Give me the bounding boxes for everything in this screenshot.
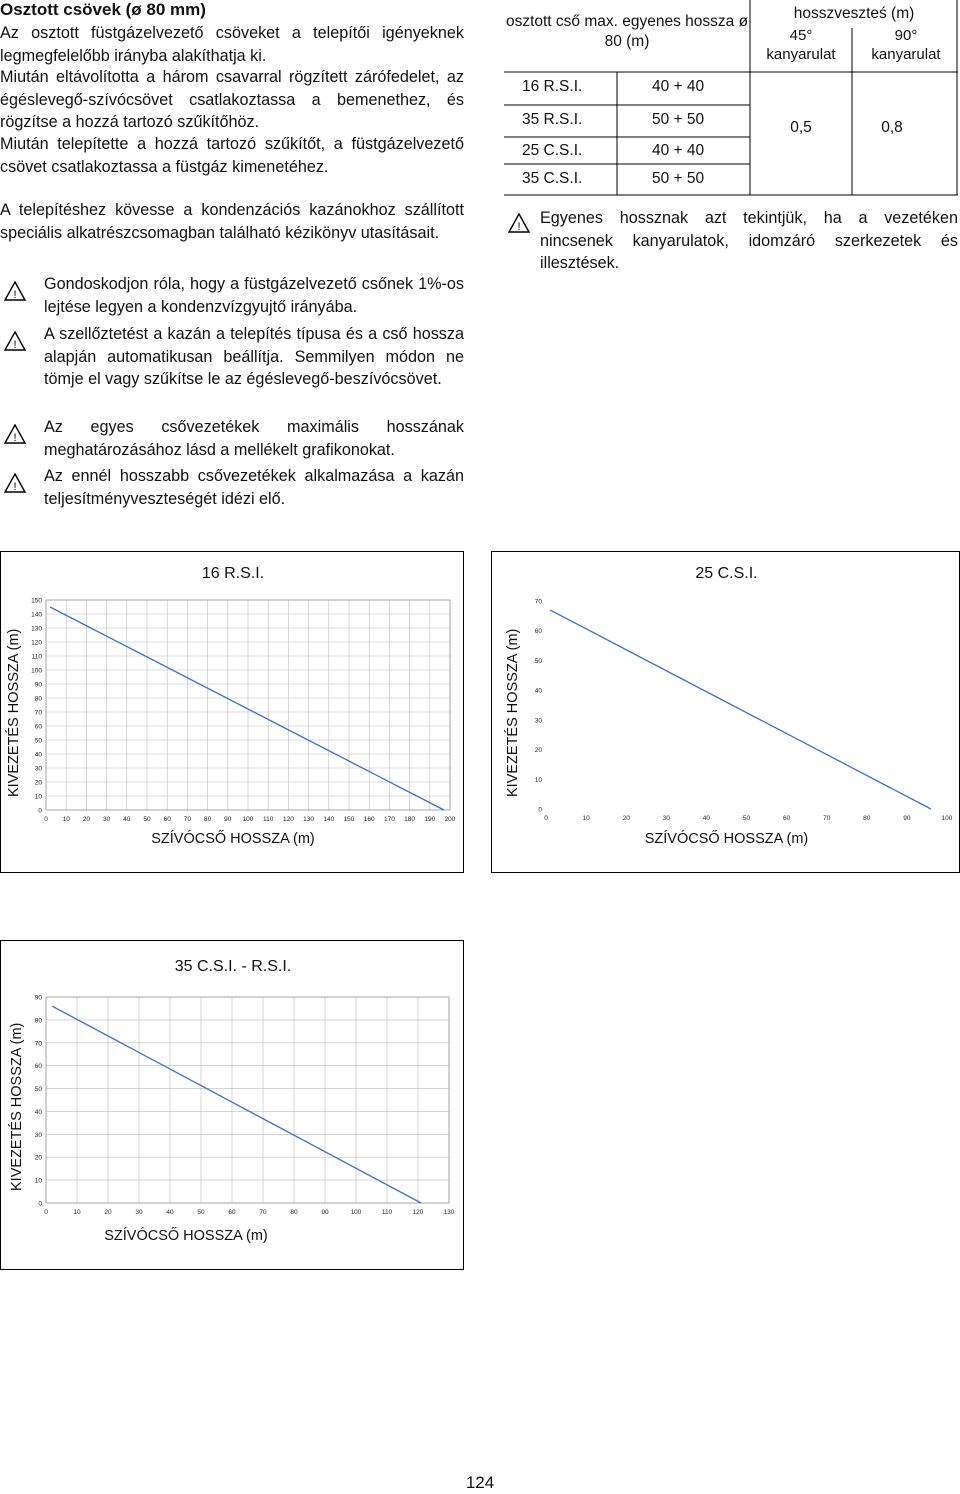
y-tick-label: 50 [34, 737, 42, 745]
y-tick-label: 10 [34, 793, 42, 801]
x-tick-label: 50 [742, 815, 751, 822]
y-tick-label: 70 [34, 709, 42, 717]
y-tick-label: 150 [31, 597, 42, 605]
svg-text:!: ! [13, 289, 17, 301]
y-tick-label: 60 [534, 628, 542, 636]
x-tick-label: 140 [323, 816, 335, 823]
chart-title: 16 R.S.I. [201, 565, 265, 582]
y-tick-label: 40 [534, 687, 542, 695]
x-tick-label: 150 [343, 816, 355, 823]
chart-title: 25 C.S.I. [695, 565, 758, 582]
paragraph-intro: Az osztott füstgázelvezető csöveket a telepítői igényeknek legmegfelelőbb irányba alakíthatja ki. [0, 24, 464, 65]
note-straight-length [504, 207, 958, 277]
x-tick-label: 0 [44, 1209, 48, 1216]
series-line [50, 607, 444, 810]
y-tick-label: 20 [534, 747, 542, 755]
y-tick-label: 100 [31, 667, 42, 675]
warning-text: A szellőztetést a kazán a telepítés típusa és a cső hossza alapján automatikusan beállítja. Semmilyen módon ne tömje el vagy szűkítse le az égéslevegő-beszívócsövet. [44, 325, 464, 388]
warning-text: Az ennél hosszabb csővezetékek alkalmazása a kazán teljesítményveszteségét idézi elő. [44, 467, 464, 508]
x-tick-label: 60 [782, 815, 791, 822]
warning-icon [4, 281, 26, 301]
section-title: Osztott csövek (ø 80 mm) [0, 0, 206, 19]
warning-icon [4, 473, 26, 493]
x-tick-label: 200 [444, 816, 456, 823]
x-tick-label: 110 [263, 816, 274, 823]
x-tick-label: 160 [363, 816, 375, 823]
chart-plot [1, 941, 465, 1271]
warning-icon [4, 424, 26, 444]
x-tick-label: 50 [197, 1209, 205, 1216]
table-row-model: 16 R.S.I. [522, 78, 583, 95]
x-axis-title: SZÍVÓCSŐ HOSSZA (m) [104, 1228, 268, 1244]
y-tick-label: 70 [534, 598, 542, 606]
y-tick-label: 80 [34, 1017, 42, 1025]
y-tick-label: 20 [34, 779, 42, 787]
y-tick-label: 0 [38, 807, 42, 815]
svg-text:!: ! [13, 339, 17, 351]
column-header-loss: hosszveszteś (m) [793, 5, 915, 22]
x-tick-label: 190 [424, 816, 436, 823]
paragraph-intake: Miután eltávolította a három csavarral rögzített zárófedelet, az égéslevegő-szívócsövet csatlakoztassa a bemenethez, és rögzítse a hozzá tartozó szűkítőhöz. [0, 68, 464, 131]
x-tick-label: 20 [82, 816, 91, 823]
x-tick-label: 90 [903, 815, 911, 822]
x-tick-label: 40 [166, 1209, 174, 1216]
y-tick-label: 110 [31, 653, 42, 661]
chart-16rsi [0, 551, 464, 873]
warning-performance [0, 465, 466, 511]
y-tick-label: 10 [534, 776, 542, 784]
x-tick-label: 70 [183, 816, 192, 823]
loss-45-value: 0,5 [790, 119, 812, 136]
warning-text: Gondoskodjon róla, hogy a füstgázelvezető csőnek 1%-os lejtése legyen a kondenzvízgyujtő irányába. [44, 275, 464, 316]
warning-icon [508, 213, 530, 233]
warning-graphs [0, 416, 466, 462]
x-tick-label: 40 [123, 816, 131, 823]
table-row-model: 35 C.S.I. [522, 170, 583, 187]
x-tick-label: 90 [321, 1209, 329, 1216]
x-tick-label: 0 [544, 815, 548, 822]
x-tick-label: 20 [104, 1209, 112, 1216]
x-tick-label: 180 [404, 816, 416, 823]
x-tick-label: 0 [44, 816, 48, 823]
y-axis-title: KIVEZETÉS HOSSZA (m) [505, 628, 521, 797]
x-tick-label: 90 [224, 816, 232, 823]
y-tick-label: 90 [34, 681, 42, 689]
x-tick-label: 80 [290, 1209, 298, 1216]
x-tick-label: 170 [383, 816, 395, 823]
x-tick-label: 100 [941, 815, 953, 822]
x-tick-label: 110 [381, 1209, 393, 1216]
note-text: Egyenes hossznak azt tekintjük, ha a vezetéken nincsenek kanyarulatok, idomzáró szerkezetek és illesztések. [540, 209, 958, 272]
chart-plot [1, 552, 465, 874]
x-tick-label: 10 [582, 815, 590, 822]
y-axis-title: KIVEZETÉS HOSSZA (m) [6, 628, 22, 797]
y-tick-label: 90 [34, 994, 42, 1002]
y-tick-label: 130 [31, 625, 42, 633]
x-tick-label: 20 [622, 815, 630, 822]
x-tick-label: 100 [242, 816, 254, 823]
column-header-90: 90° kanyarulat [871, 27, 941, 63]
loss-90-value: 0,8 [881, 119, 903, 136]
warning-text: Az egyes csővezetékek maximális hosszának meghatározásához lásd a mellékelt grafikonokat. [44, 418, 464, 459]
column-header-45: 45° kanyarulat [766, 27, 836, 63]
x-tick-label: 10 [62, 816, 70, 823]
chart-plot [492, 552, 960, 874]
y-tick-label: 30 [34, 765, 42, 773]
x-tick-label: 40 [702, 815, 711, 822]
y-tick-label: 50 [534, 657, 542, 665]
length-table [504, 0, 958, 196]
x-tick-label: 130 [443, 1209, 455, 1216]
chart-title: 35 C.S.I. - R.S.I. [174, 958, 292, 975]
paragraph-exhaust: Miután telepítette a hozzá tartozó szűkítőt, a füstgázelvezető csövet csatlakoztassa a füstgáz kimenetéhez. [0, 135, 464, 176]
warning-ventilation [0, 323, 466, 415]
y-tick-label: 40 [34, 751, 42, 759]
x-tick-label: 120 [282, 816, 294, 823]
paragraph-kit: A telepítéshez kövesse a kondenzációs kazánokhoz szállított speciális alkatrészcsomagban található kézikönyv utasításait. [0, 201, 464, 242]
x-tick-label: 80 [203, 816, 212, 823]
series-line [52, 1006, 421, 1203]
y-tick-label: 50 [34, 1086, 42, 1094]
x-tick-label: 50 [143, 816, 151, 823]
x-tick-label: 80 [863, 815, 871, 822]
chart-35csi-rsi [0, 940, 464, 1270]
chart-25csi [491, 551, 960, 873]
page-number: 124 [465, 1473, 495, 1492]
y-axis-title: KIVEZETÉS HOSSZA (m) [9, 1022, 25, 1191]
y-tick-label: 30 [34, 1131, 42, 1139]
series-line [550, 610, 931, 809]
y-tick-label: 60 [34, 723, 42, 731]
table-row-value: 50 + 50 [652, 111, 705, 128]
x-tick-label: 120 [412, 1209, 424, 1216]
y-tick-label: 0 [538, 806, 542, 814]
x-tick-label: 30 [102, 816, 111, 823]
table-row-value: 40 + 40 [652, 78, 705, 95]
warning-slope [0, 273, 466, 319]
x-tick-label: 70 [259, 1209, 267, 1216]
table-row-value: 40 + 40 [652, 142, 705, 159]
y-tick-label: 70 [34, 1040, 42, 1048]
y-tick-label: 20 [34, 1154, 42, 1162]
column-header-length: osztott cső max. egyenes hossza ø 80 (m) [505, 13, 749, 50]
table-row-model: 25 C.S.I. [522, 142, 583, 159]
y-tick-label: 120 [31, 639, 42, 647]
svg-text:!: ! [13, 432, 17, 444]
warning-icon [4, 331, 26, 351]
x-tick-label: 60 [228, 1209, 236, 1216]
x-axis-title: SZÍVÓCSŐ HOSSZA (m) [644, 831, 809, 847]
y-tick-label: 10 [34, 1177, 42, 1185]
x-tick-label: 100 [350, 1209, 362, 1216]
x-tick-label: 130 [303, 816, 315, 823]
y-tick-label: 40 [34, 1108, 42, 1116]
x-tick-label: 70 [823, 815, 831, 822]
x-tick-label: 30 [662, 815, 670, 822]
plot-frame [46, 997, 449, 1203]
svg-text:!: ! [517, 221, 521, 233]
y-tick-label: 60 [34, 1063, 42, 1071]
table-row-value: 50 + 50 [652, 170, 705, 187]
x-axis-title: SZÍVÓCSŐ HOSSZA (m) [151, 831, 315, 847]
x-tick-label: 60 [163, 816, 171, 823]
x-tick-label: 30 [135, 1209, 143, 1216]
y-tick-label: 80 [34, 695, 42, 703]
y-tick-label: 140 [31, 611, 42, 619]
svg-text:!: ! [13, 481, 17, 493]
table-row-model: 35 R.S.I. [522, 111, 583, 128]
y-tick-label: 0 [38, 1200, 42, 1208]
x-tick-label: 10 [73, 1209, 81, 1216]
y-tick-label: 30 [534, 717, 542, 725]
